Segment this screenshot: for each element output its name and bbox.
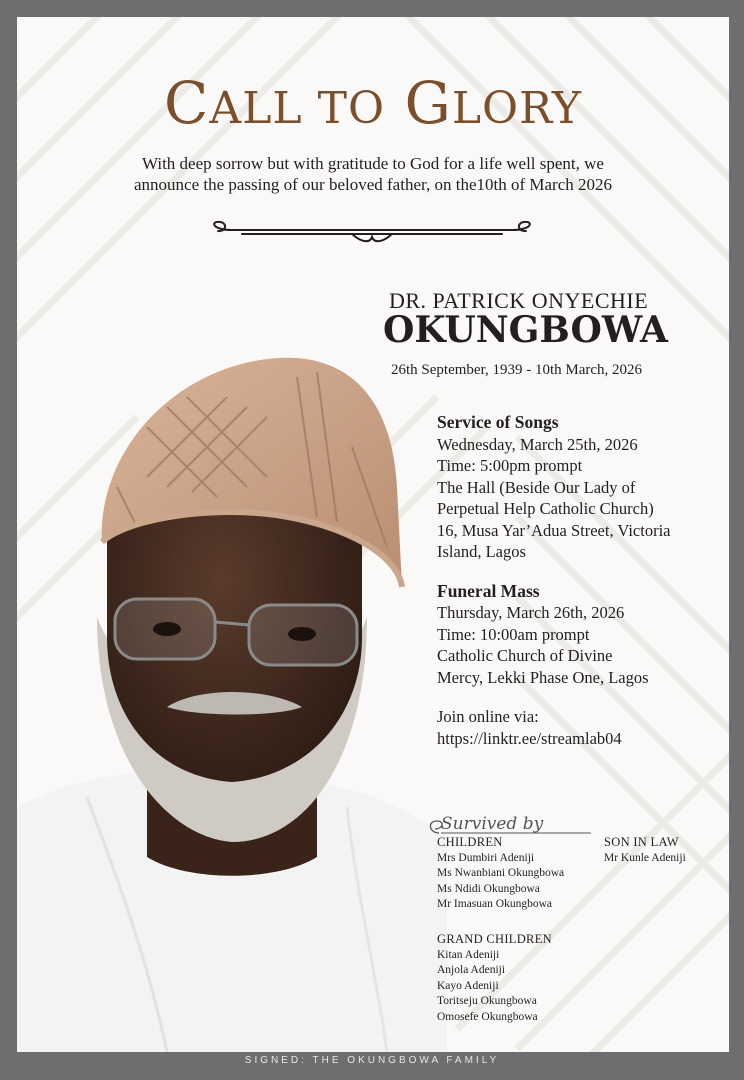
announcement-line-2: announce the passing of our beloved father, on the10th of March 2026 [133, 175, 613, 194]
service-of-songs-heading: Service of Songs [437, 412, 559, 432]
service-of-songs-time: Time: 5:00pm prompt [437, 456, 583, 475]
list-item: Ms Nwanbiani Okungbowa [437, 867, 565, 880]
page-title: CALL TO GLORY [164, 69, 582, 137]
list-item: Omosefe Okungbowa [437, 1010, 538, 1023]
funeral-mass-heading: Funeral Mass [437, 580, 540, 601]
ornamental-divider-icon [202, 219, 542, 245]
list-item: Kayo Adeniji [437, 979, 499, 992]
poster-paper [17, 17, 729, 1052]
list-item: Toritseju Okungbowa [437, 995, 537, 1008]
list-item: Mr Kunle Adeniji [604, 851, 686, 864]
stream-link[interactable]: https://linktr.ee/streamlab04 [437, 728, 622, 748]
son-in-law-heading: SON IN LAW [604, 835, 679, 849]
online-label: Join online via: [437, 707, 539, 726]
son-in-law-section [604, 835, 714, 866]
grandchildren-heading: GRAND CHILDREN [437, 932, 552, 946]
service-of-songs-venue-line: Perpetual Help Catholic Church) [437, 499, 654, 518]
list-item: Anjola Adeniji [437, 964, 506, 977]
survived-by-label: Survived by [441, 814, 544, 834]
funeral-mass-venue-line: Mercy, Lekki Phase One, Lagos [437, 667, 649, 687]
announcement-text [97, 153, 649, 195]
event-details [437, 412, 722, 749]
grandchildren-list [437, 932, 617, 1026]
service-of-songs-date: Wednesday, March 25th, 2026 [437, 434, 638, 454]
list-item: Mr Imasuan Okungbowa [437, 898, 552, 911]
signature-footer: SIGNED: THE OKUNGBOWA FAMILY [244, 1055, 500, 1066]
portrait-photo [17, 337, 447, 1052]
funeral-mass-date: Thursday, March 26th, 2026 [437, 603, 625, 622]
announcement-line-1: With deep sorrow but with gratitude to God for a life well spent, we [142, 154, 604, 173]
funeral-mass-venue-line: Catholic Church of Divine [437, 646, 613, 665]
children-list [437, 835, 617, 913]
list-item: Ms Ndidi Okungbowa [437, 882, 540, 895]
deceased-surname: OKUNGBOWA [383, 309, 668, 351]
service-of-songs-venue-line: 16, Musa Yar’Adua Street, Victoria [437, 520, 671, 540]
service-of-songs-venue-line: The Hall (Beside Our Lady of [437, 477, 636, 497]
funeral-mass-time: Time: 10:00am prompt [437, 624, 590, 644]
list-item: Mrs Dumbiri Adeniji [437, 851, 535, 864]
service-of-songs-venue-line: Island, Lagos [437, 542, 526, 561]
deceased-first-names: DR. PATRICK ONYECHIE [389, 288, 649, 313]
children-heading: CHILDREN [437, 835, 503, 849]
life-dates: 26th September, 1939 - 10th March, 2026 [391, 362, 643, 378]
list-item: Kitan Adeniji [437, 948, 500, 961]
